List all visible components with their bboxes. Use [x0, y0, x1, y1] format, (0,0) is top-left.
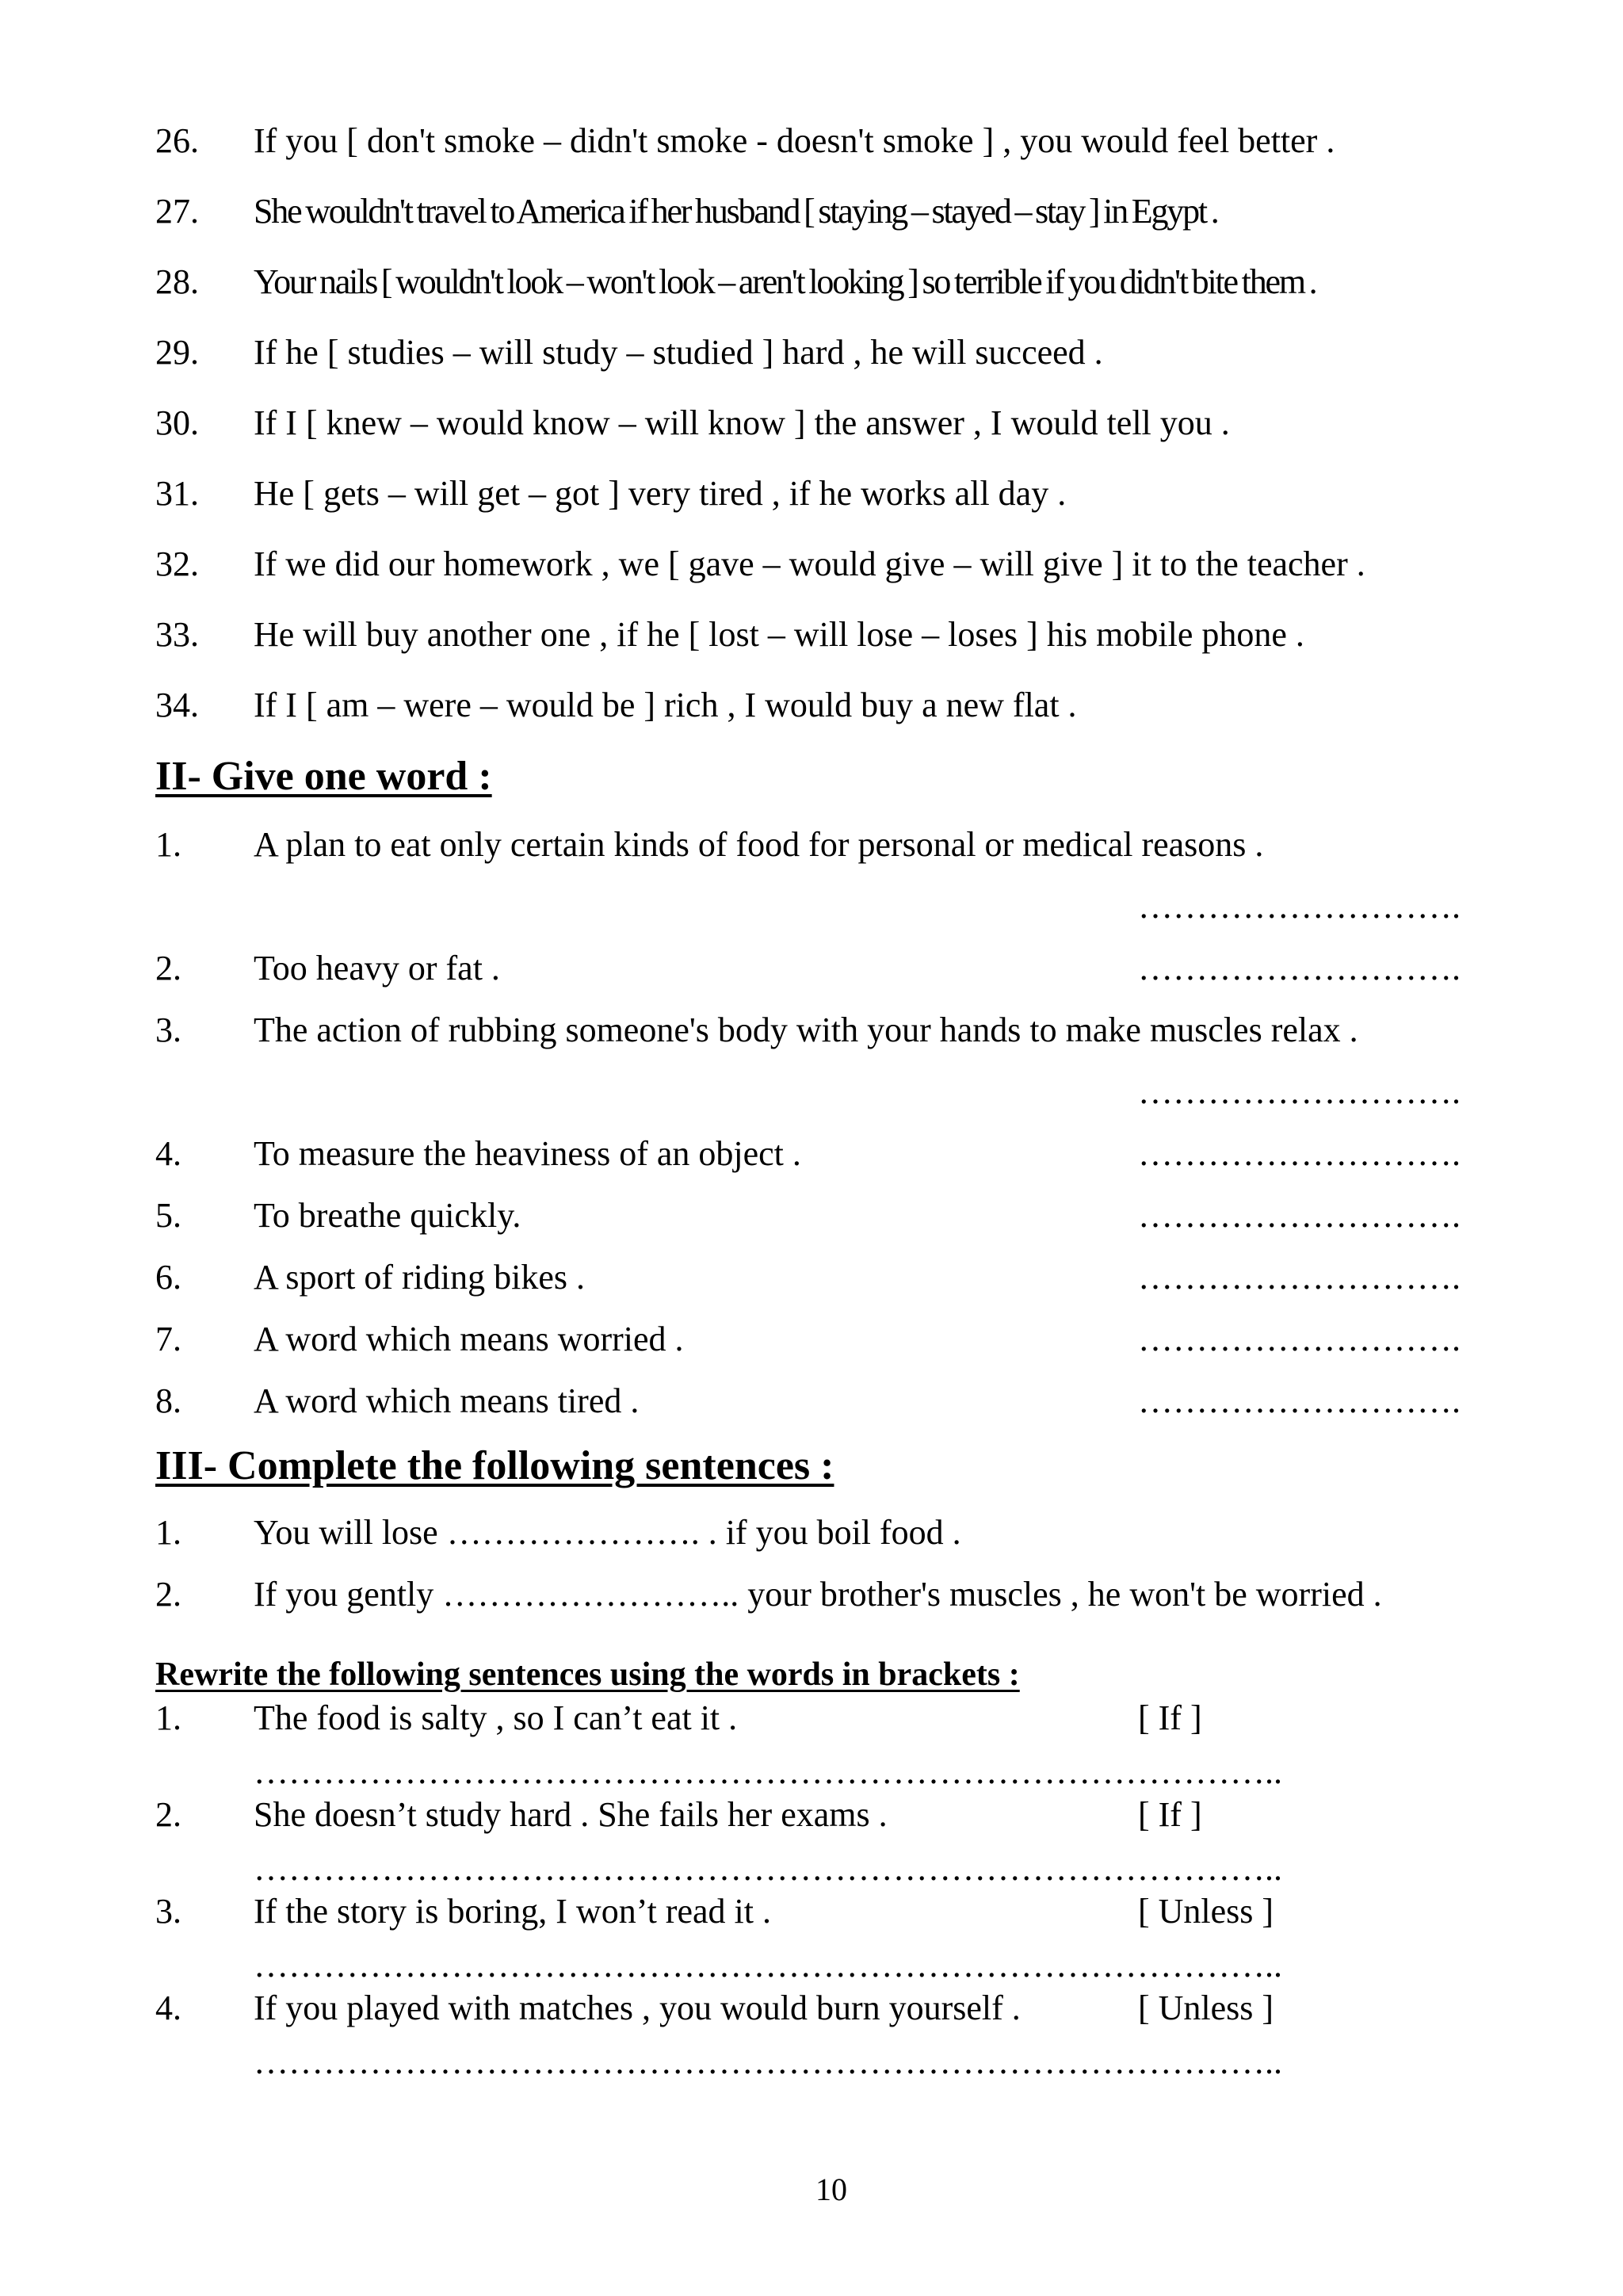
answer-blank[interactable]: ……………………….	[1138, 1258, 1461, 1297]
question-item	[0, 1696, 1623, 1740]
answer-blank[interactable]: ……………………….	[1138, 1381, 1461, 1420]
bracket-hint: [ If ]	[1138, 1698, 1202, 1737]
question-text: If you played with matches , you would burn yourself .	[254, 1988, 1021, 2027]
question-text: He [ gets – will get – got ] very tired , if he works all day .	[254, 474, 1067, 513]
question-number: 2.	[155, 949, 181, 988]
question-item	[0, 823, 1623, 867]
question-item	[0, 542, 1623, 586]
question-text: If the story is boring, I won’t read it .	[254, 1892, 771, 1931]
question-item	[0, 683, 1623, 728]
answer-line[interactable]: ……………………………………………………………………………..	[254, 1946, 1282, 1985]
answer-blank-row	[0, 884, 1623, 929]
question-number: 1.	[155, 1698, 181, 1737]
answer-line-row	[0, 1750, 1623, 1794]
question-text: You will lose …………………. . if you boil food .	[254, 1513, 961, 1552]
answer-blank[interactable]: ……………………….	[1138, 1072, 1461, 1111]
question-number: 3.	[155, 1892, 181, 1931]
question-number: 2.	[155, 1575, 181, 1614]
question-text: Your nails [ wouldn't look – won't look – aren't looking ] so terrible if you didn't bite them .	[254, 262, 1316, 301]
question-text: If we did our homework , we [ gave – would give – will give ] it to the teacher .	[254, 544, 1365, 583]
question-text: If I [ knew – would know – will know ] the answer , I would tell you .	[254, 403, 1230, 442]
question-number: 3.	[155, 1010, 181, 1049]
answer-line-row	[0, 2040, 1623, 2084]
question-number: 4.	[155, 1134, 181, 1173]
question-text: A plan to eat only certain kinds of food for personal or medical reasons .	[254, 825, 1264, 864]
question-item	[0, 946, 1623, 991]
section-heading-complete-sentences: III- Complete the following sentences :	[155, 1443, 834, 1488]
answer-blank[interactable]: ……………………….	[1138, 887, 1461, 926]
question-text: A sport of riding bikes .	[254, 1258, 585, 1297]
question-item	[0, 472, 1623, 516]
question-text: The food is salty , so I can’t eat it .	[254, 1698, 738, 1737]
answer-line-row	[0, 1847, 1623, 1891]
bracket-hint: [ Unless ]	[1138, 1988, 1274, 2027]
question-number: 8.	[155, 1381, 181, 1420]
question-item	[0, 260, 1623, 304]
question-item	[0, 1986, 1623, 2030]
question-number: 4.	[155, 1988, 181, 2027]
section-heading-rewrite: Rewrite the following sentences using the words in brackets :	[155, 1656, 1020, 1693]
question-text: If you gently …………………….. your brother's muscles , he won't be worried .	[254, 1575, 1382, 1614]
question-text: If I [ am – were – would be ] rich , I would buy a new flat .	[254, 686, 1077, 724]
answer-blank[interactable]: ……………………….	[1138, 949, 1461, 988]
question-text: If you [ don't smoke – didn't smoke - doesn't smoke ] , you would feel better .	[254, 121, 1335, 160]
question-item	[0, 119, 1623, 163]
question-number: 6.	[155, 1258, 181, 1297]
section-heading-give-one-word: II- Give one word :	[155, 754, 492, 799]
question-text: She doesn’t study hard . She fails her exams .	[254, 1795, 888, 1834]
question-number: 34.	[155, 686, 199, 724]
answer-blank[interactable]: ……………………….	[1138, 1134, 1461, 1173]
question-item	[0, 401, 1623, 445]
question-item	[0, 1793, 1623, 1837]
question-number: 30.	[155, 403, 199, 442]
answer-blank-row	[0, 1070, 1623, 1114]
question-number: 26.	[155, 121, 199, 160]
answer-line-row	[0, 1943, 1623, 1988]
question-text: If he [ studies – will study – studied ] hard , he will succeed .	[254, 333, 1103, 372]
question-item	[0, 1132, 1623, 1176]
question-text: To measure the heaviness of an object .	[254, 1134, 801, 1173]
question-number: 29.	[155, 333, 199, 372]
question-number: 5.	[155, 1196, 181, 1235]
question-text: The action of rubbing someone's body with your hands to make muscles relax .	[254, 1010, 1358, 1049]
question-text: To breathe quickly.	[254, 1196, 521, 1235]
answer-blank[interactable]: ……………………….	[1138, 1196, 1461, 1235]
answer-line[interactable]: ……………………………………………………………………………..	[254, 1849, 1282, 1888]
question-item	[0, 1572, 1623, 1617]
question-number: 1.	[155, 1513, 181, 1552]
question-number: 31.	[155, 474, 199, 513]
question-number: 32.	[155, 544, 199, 583]
question-item	[0, 1379, 1623, 1423]
answer-line[interactable]: ……………………………………………………………………………..	[254, 2042, 1282, 2081]
question-item	[0, 330, 1623, 375]
question-item	[0, 1255, 1623, 1300]
bracket-hint: [ If ]	[1138, 1795, 1202, 1834]
question-item	[0, 189, 1623, 234]
question-text: A word which means tired .	[254, 1381, 640, 1420]
question-item	[0, 1008, 1623, 1052]
question-text: He will buy another one , if he [ lost – will lose – loses ] his mobile phone .	[254, 615, 1304, 654]
question-item	[0, 1194, 1623, 1238]
bracket-hint: [ Unless ]	[1138, 1892, 1274, 1931]
question-number: 2.	[155, 1795, 181, 1834]
answer-line[interactable]: ……………………………………………………………………………..	[254, 1752, 1282, 1791]
question-number: 28.	[155, 262, 199, 301]
question-number: 7.	[155, 1320, 181, 1358]
question-number: 1.	[155, 825, 181, 864]
question-number: 27.	[155, 192, 199, 231]
question-item	[0, 1511, 1623, 1555]
question-item	[0, 1317, 1623, 1362]
question-text: A word which means worried .	[254, 1320, 684, 1358]
question-text: Too heavy or fat .	[254, 949, 500, 988]
question-text: She wouldn't travel to America if her husband [ staying – stayed – stay ] in Egypt .	[254, 192, 1218, 231]
page-number: 10	[815, 2172, 847, 2207]
answer-blank[interactable]: ……………………….	[1138, 1320, 1461, 1358]
question-item	[0, 1889, 1623, 1934]
question-number: 33.	[155, 615, 199, 654]
question-item	[0, 613, 1623, 657]
